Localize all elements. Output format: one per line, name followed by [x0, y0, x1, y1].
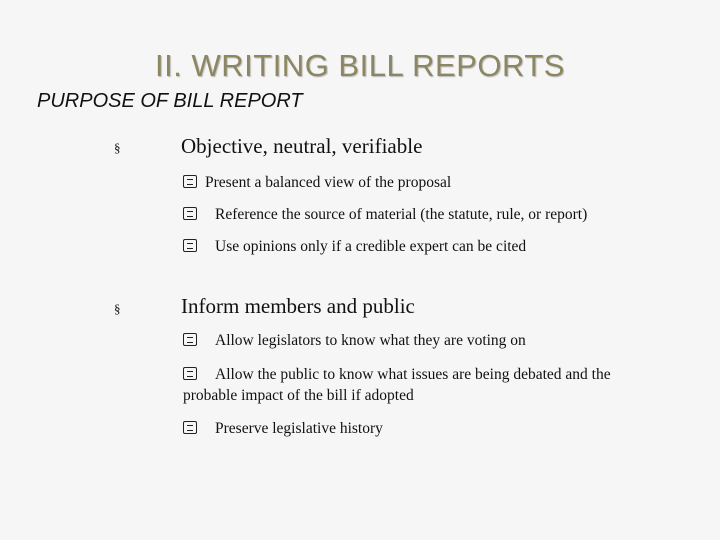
list-item-text: Preserve legislative history [215, 420, 383, 437]
list-item [183, 330, 663, 351]
checkbox-bullet-icon [183, 333, 197, 346]
list-item-text: Present a balanced view of the proposal [205, 174, 452, 191]
list-item-text: Use opinions only if a credible expert can be cited [215, 238, 527, 255]
checkbox-bullet-icon [183, 367, 197, 380]
slide-title: II. WRITING BILL REPORTS [155, 48, 565, 83]
list-item-text: Reference the source of material (the statute, rule, or report) [215, 206, 588, 223]
list-item [183, 364, 653, 406]
slide-subtitle: PURPOSE OF BILL REPORT [37, 90, 303, 112]
list-item-text: Allow the public to know what issues are being debated and the probable impact of the bill if adopted [183, 366, 611, 404]
checkbox-bullet-icon [183, 421, 197, 434]
list-item [183, 418, 663, 439]
checkbox-bullet-icon [183, 207, 197, 220]
list-item [183, 236, 663, 257]
section-heading: Inform members and public [181, 294, 415, 318]
list-item-text: Allow legislators to know what they are voting on [215, 332, 526, 349]
section-bullet: § [114, 140, 121, 155]
list-item [183, 172, 663, 193]
checkbox-bullet-icon [183, 175, 197, 188]
list-item [183, 204, 663, 225]
checkbox-bullet-icon [183, 239, 197, 252]
section-heading: Objective, neutral, verifiable [181, 134, 423, 158]
section-bullet: § [114, 301, 121, 316]
